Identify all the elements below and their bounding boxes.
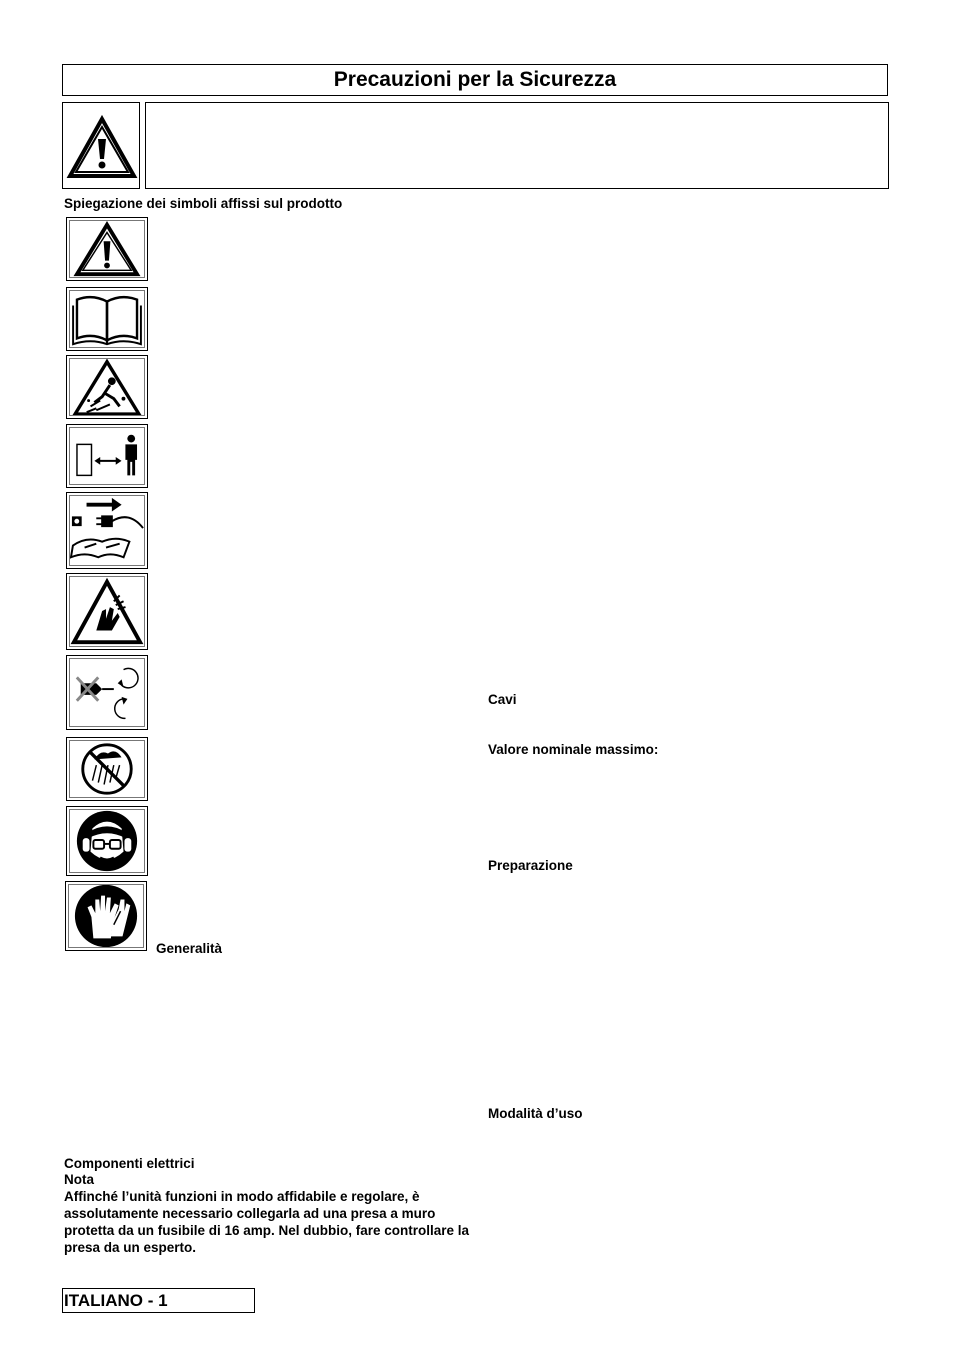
no-rain-icon [67, 738, 147, 800]
symbol-warning [66, 217, 148, 281]
symbol-gloves [65, 881, 147, 951]
symbol-no-rain [66, 737, 148, 801]
warning-text-box [145, 102, 889, 189]
symbol-keep-distance [66, 424, 148, 488]
symbol-eye-ear-protection [66, 806, 148, 876]
read-manual-icon [67, 288, 147, 350]
symbol-unplug [66, 492, 148, 569]
symbol-thrown-objects [66, 355, 148, 419]
page-title: Precauzioni per la Sicurezza [62, 64, 888, 96]
rotating-parts-icon [67, 656, 147, 729]
warning-triangle-icon [63, 103, 141, 190]
eye-ear-protection-icon [67, 807, 147, 875]
symbol-cutting-hazard [66, 573, 148, 650]
thrown-objects-warning-icon [67, 356, 147, 418]
nota-label: Nota [64, 1172, 94, 1187]
symbol-rotating-parts [66, 655, 148, 730]
unplug-before-maintenance-icon [67, 493, 147, 568]
page-footer: ITALIANO - 1 [62, 1288, 255, 1313]
section-cavi: Cavi [488, 692, 517, 707]
section-generalita: Generalità [156, 941, 223, 956]
nota-text: Affinché l’unità funzioni in modo affidabile e regolare, è assolutamente necessario collegarla ad una presa a muro protetta da un fusibile di 16 amp. Nel dubbio, fare controllare la presa da un esperto. [64, 1189, 470, 1255]
section-componenti-elettrici: Componenti elettrici [64, 1156, 195, 1171]
section-valore-nominale: Valore nominale massimo: [488, 742, 659, 757]
section-preparazione: Preparazione [488, 858, 573, 873]
warning-triangle-icon [67, 218, 147, 280]
section-modalita-uso: Modalità d’uso [488, 1106, 583, 1121]
symbol-read-manual [66, 287, 148, 351]
warning-icon-box [62, 102, 140, 189]
symbols-heading: Spiegazione dei simboli affissi sul prodotto [64, 196, 343, 211]
keep-distance-icon [67, 425, 147, 487]
gloves-icon [66, 882, 146, 950]
cutting-hazard-icon [67, 574, 147, 649]
